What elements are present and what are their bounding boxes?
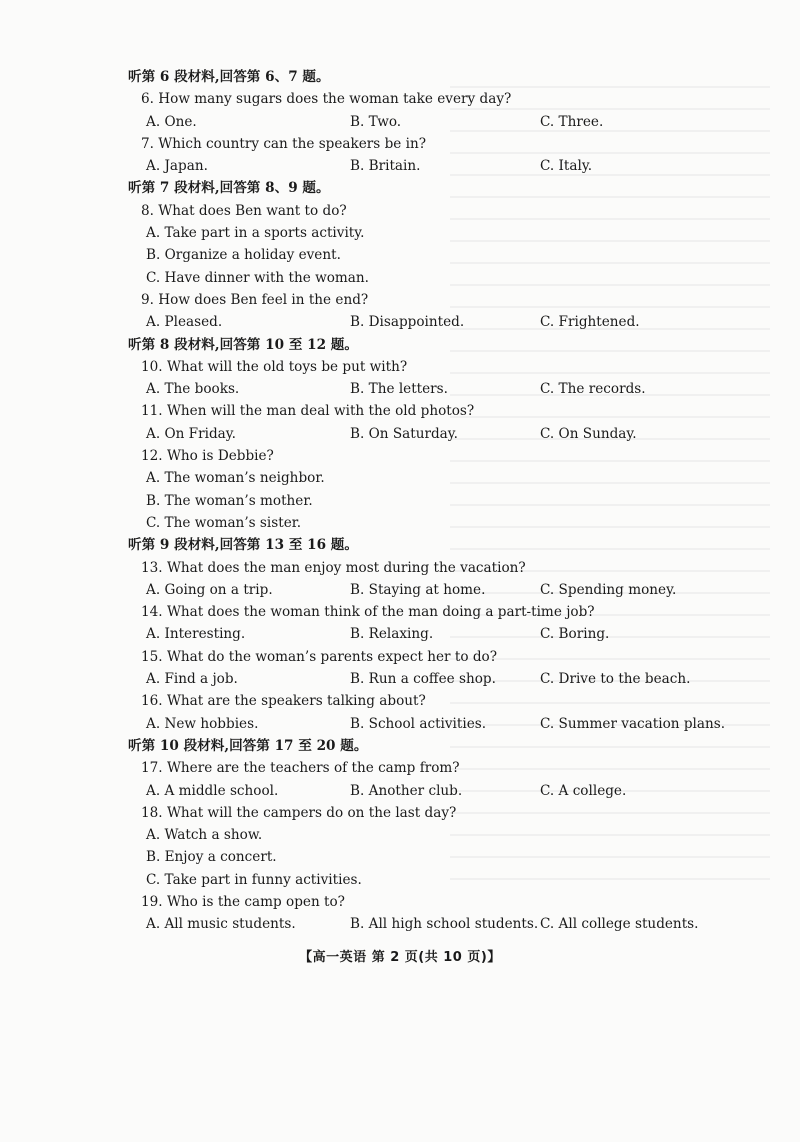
option-7a: A. Japan. — [146, 158, 208, 175]
options-row-6 — [128, 111, 728, 133]
option-6c: C. Three. — [540, 113, 604, 130]
option-11c: C. On Sunday. — [540, 425, 637, 442]
page-footer: 【高一英语 第 2 页(共 10 页)】 — [299, 950, 501, 965]
option-17c: C. A college. — [540, 782, 627, 799]
option-14c: C. Boring. — [540, 626, 610, 643]
question-13: 13. What does the man enjoy most during the vacation? — [141, 559, 526, 576]
options-row-19 — [128, 913, 728, 935]
options-row-11 — [128, 423, 728, 445]
question-9: 9. How does Ben feel in the end? — [141, 291, 369, 308]
option-15a: A. Find a job. — [146, 671, 238, 688]
option-14a: A. Interesting. — [146, 626, 246, 643]
option-6b: B. Two. — [350, 113, 402, 130]
option-9b: B. Disappointed. — [350, 314, 465, 331]
option-9a: A. Pleased. — [146, 314, 223, 331]
option-12a: A. The woman’s neighbor. — [146, 470, 325, 487]
option-7b: B. Britain. — [350, 158, 421, 175]
question-10: 10. What will the old toys be put with? — [141, 358, 408, 375]
option-6a: A. One. — [146, 113, 197, 130]
option-15c: C. Drive to the beach. — [540, 671, 691, 688]
option-16a: A. New hobbies. — [146, 715, 259, 732]
question-12: 12. Who is Debbie? — [141, 448, 274, 465]
section-header: 听第 8 段材料,回答第 10 至 12 题。 — [128, 336, 358, 353]
option-11b: B. On Saturday. — [350, 425, 458, 442]
options-row-16 — [128, 713, 728, 735]
question-14: 14. What does the woman think of the man doing a part-time job? — [141, 604, 595, 621]
option-10a: A. The books. — [146, 381, 240, 398]
question-8: 8. What does Ben want to do? — [141, 202, 347, 219]
option-19a: A. All music students. — [146, 916, 296, 933]
option-15b: B. Run a coffee shop. — [350, 671, 496, 688]
options-row-17 — [128, 780, 728, 802]
option-19c: C. All college students. — [540, 916, 699, 933]
question-19: 19. Who is the camp open to? — [141, 893, 345, 910]
option-17a: A. A middle school. — [146, 782, 279, 799]
option-18a: A. Watch a show. — [146, 827, 263, 844]
option-8a: A. Take part in a sports activity. — [146, 225, 365, 242]
option-10c: C. The records. — [540, 381, 646, 398]
option-18b: B. Enjoy a concert. — [146, 849, 277, 866]
option-14b: B. Relaxing. — [350, 626, 434, 643]
option-8c: C. Have dinner with the woman. — [146, 269, 369, 286]
question-11: 11. When will the man deal with the old photos? — [141, 403, 475, 420]
option-8b: B. Organize a holiday event. — [146, 247, 341, 264]
question-17: 17. Where are the teachers of the camp from? — [141, 760, 460, 777]
option-13a: A. Going on a trip. — [146, 581, 273, 598]
options-row-10 — [128, 378, 728, 400]
section-header: 听第 9 段材料,回答第 13 至 16 题。 — [128, 537, 358, 554]
options-row-13 — [128, 579, 728, 601]
option-11a: A. On Friday. — [146, 425, 236, 442]
option-17b: B. Another club. — [350, 782, 463, 799]
section-header: 听第 6 段材料,回答第 6、7 题。 — [128, 69, 330, 85]
option-18c: C. Take part in funny activities. — [146, 871, 362, 888]
question-18: 18. What will the campers do on the last day? — [141, 804, 457, 821]
option-16c: C. Summer vacation plans. — [540, 715, 726, 732]
options-row-7 — [128, 155, 728, 177]
option-12b: B. The woman’s mother. — [146, 492, 313, 509]
listening-questions — [128, 66, 728, 936]
option-16b: B. School activities. — [350, 715, 487, 732]
question-6: 6. How many sugars does the woman take every day? — [141, 91, 512, 108]
options-row-15 — [128, 668, 728, 690]
options-row-14 — [128, 623, 728, 645]
question-7: 7. Which country can the speakers be in? — [141, 135, 427, 152]
options-row-9 — [128, 311, 728, 333]
question-15: 15. What do the woman’s parents expect her to do? — [141, 648, 498, 665]
option-7c: C. Italy. — [540, 158, 593, 175]
option-13b: B. Staying at home. — [350, 581, 486, 598]
option-13c: C. Spending money. — [540, 581, 677, 598]
option-9c: C. Frightened. — [540, 314, 640, 331]
option-12c: C. The woman’s sister. — [146, 514, 302, 531]
option-10b: B. The letters. — [350, 381, 448, 398]
section-header: 听第 7 段材料,回答第 8、9 题。 — [128, 180, 330, 197]
option-19b: B. All high school students. — [350, 916, 539, 933]
question-16: 16. What are the speakers talking about? — [141, 693, 426, 710]
section-header: 听第 10 段材料,回答第 17 至 20 题。 — [128, 737, 368, 754]
